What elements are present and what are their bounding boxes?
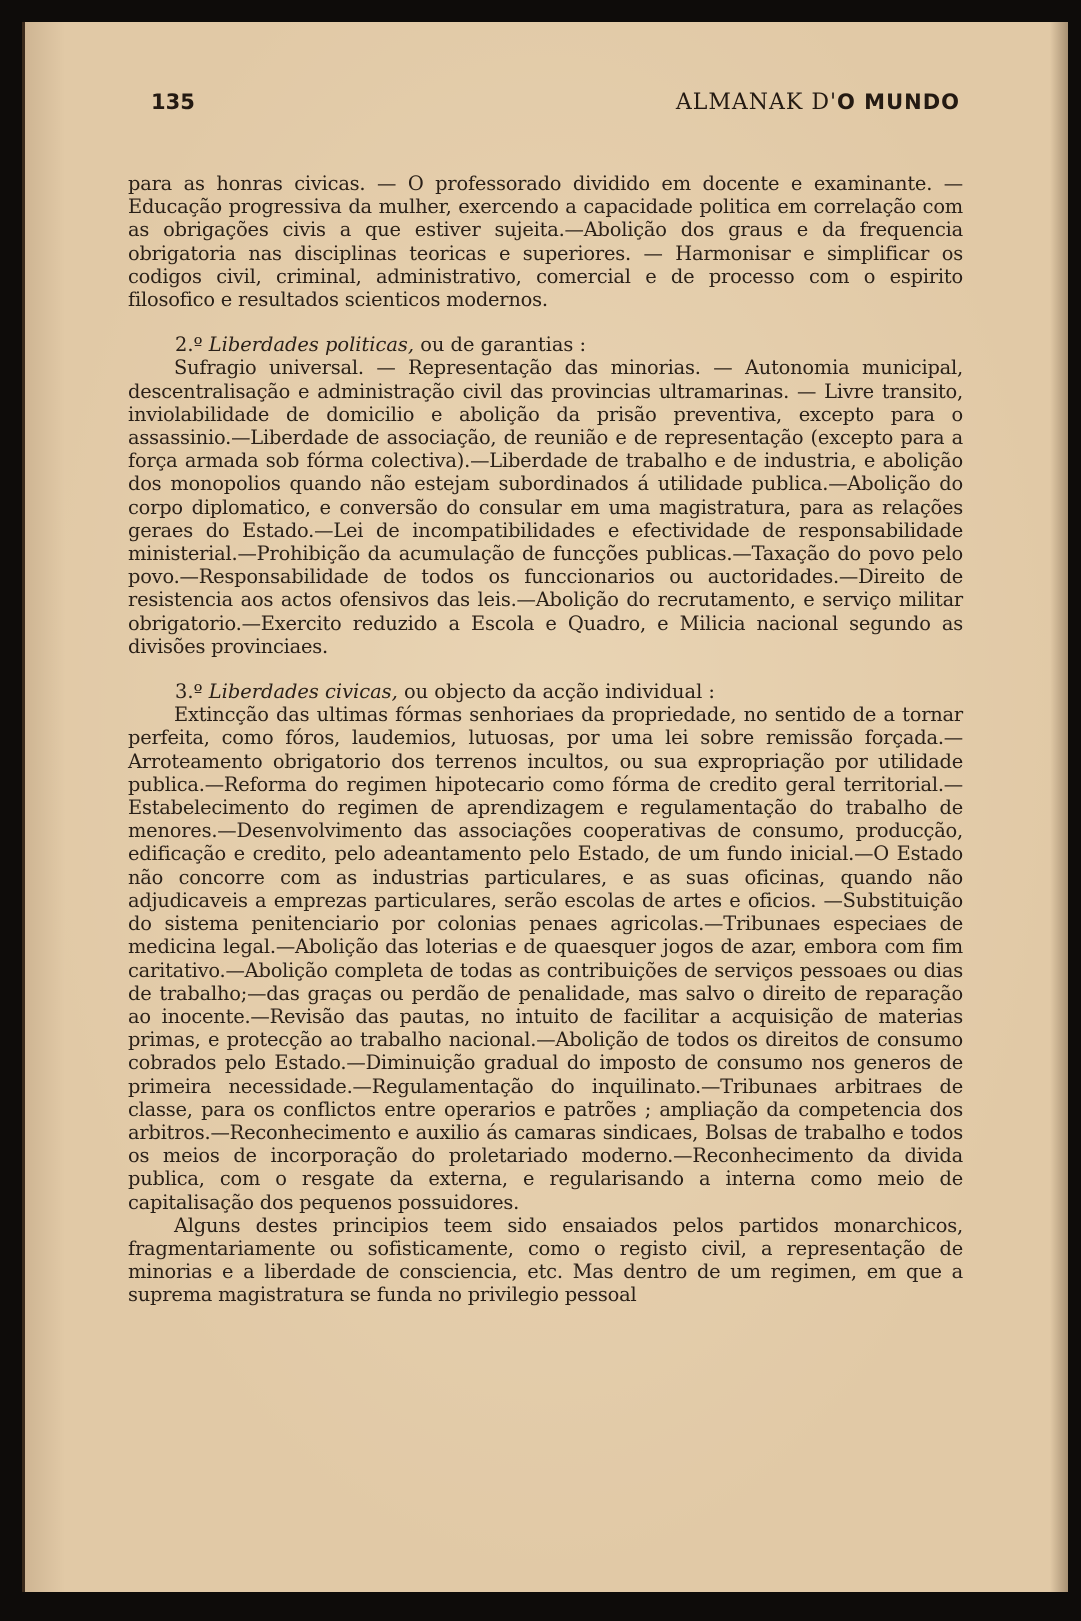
section-text: Extincção das ultimas fórmas senhoriaes da propriedade, no sentido de a tornar perfeita, como fóros, laudemios, lutuosas, por uma lei sobre remissão forçada.—Arroteamento obrigatorio dos terrenos incultos, ou sua expropriação por utilidade publica.—Reforma do regimen hipotecario como fórma de credito geral territorial.—Estabelecimento do regimen de aprendizagem e regulamentação do trabalho de menores.—Desenvolvimento das associações cooperativas de consumo, producção, edificação e credito, pelo adeantamento pelo Estado, de um fundo inicial.—O Estado não concorre com as industrias particulares, e as suas oficinas, quando não adjudicaveis a emprezas particulares, serão escolas de artes e oficios. —Substituição do sistema penitenciario por colonias penaes agricolas.—Tribunaes especiaes de medicina legal.—Abolição das loterias e de quaesquer jogos de azar, embora com fim caritativo.—Abolição completa de todas as contribuições de serviços pessoaes ou dias de trabalho;—das graças ou perdão de penalidade, mas salvo o direito de reparação ao inocente.—Revisão das pautas, no intuito de facilitar a acquisição de materias primas, e protecção ao trabalho nacional.—Abolição de todos os direitos de consumo cobrados pelo Estado.—Diminuição gradual do imposto de consumo nos generos de primeira necessidade.—Regulamentação do inquilinato.—Tribunaes arbitraes de classe, para os conflictos entre operarios e patrões ; ampliação da competencia dos arbitros.—Reconhecimento e auxilio ás camaras sindicaes, Bolsas de trabalho e todos os meios de incorporação do proletariado moderno.—Reconhecimento da divida publica, com o resgate da externa, e regularisando a interna como meio de capitalisação dos pequenos possuidores.	[128, 703, 963, 1214]
section-title: Liberdades politicas,	[208, 333, 415, 357]
body-text	[128, 172, 963, 1307]
section-number: 3.º	[175, 680, 203, 704]
section-heading	[128, 680, 963, 703]
running-title-normal: ALMANAK D'	[675, 90, 838, 115]
section-political-liberties	[128, 333, 963, 658]
book-page	[22, 22, 1068, 1592]
running-title	[676, 90, 960, 115]
section-subtitle: ou objecto da acção individual :	[403, 680, 715, 704]
page-edge-shadow	[1050, 22, 1068, 1592]
closing-paragraph: Alguns destes principios teem sido ensaiados pelos partidos monarchicos, fragmentariamente ou sofisticamente, como o registo civil, a representação de minorias e a liberdade de consciencia, etc. Mas dentro de um regimen, em que a suprema magistratura se funda no privilegio pessoal	[128, 1213, 963, 1307]
section-title: Liberdades civicas,	[208, 680, 398, 704]
section-text: Sufragio universal. — Representação das minorias. — Autonomia municipal, descentralisação e administração civil das provincias ultramarinas. — Livre transito, inviolabilidade de domicilio e abolição da prisão preventiva, excepto para o assassinio.—Liberdade de associação, de reunião e de representação (excepto para a força armada sob fórma colectiva).—Liberdade de trabalho e de industria, e abolição dos monopolios quando não estejam subordinados á utilidade publica.—Abolição do corpo diplomatico, e conversão do consular em uma magistratura, para as relações geraes do Estado.—Lei de incompatibilidades e efectividade de responsabilidade ministerial.—Prohibição da acumulação de funcções publicas.—Taxação do povo pelo povo.—Responsabilidade de todos os funccionarios ou auctoridades.—Direito de resistencia aos actos ofensivos das leis.—Abolição do recrutamento, e serviço militar obrigatorio.—Exercito reduzido a Escola e Quadro, e Milicia nacional segundo as divisões provinciaes.	[128, 356, 963, 658]
section-heading	[128, 333, 963, 356]
section-civic-liberties	[128, 680, 963, 1214]
page-number: 135	[151, 90, 195, 114]
intro-paragraph: para as honras civicas. — O professorado dividido em docente e examinante. — Educação progressiva da mulher, exercendo a capacidade politica em correlação com as obrigações civis a que estiver sujeita.—Abolição dos graus e da frequencia obrigatoria nas disciplinas teoricas e superiores. — Harmonisar e simplificar os codigos civil, criminal, administrativo, comercial e de processo com o espirito filosofico e resultados scienticos modernos.	[128, 172, 963, 312]
running-title-bold: O MUNDO	[837, 90, 960, 114]
page-header	[151, 90, 960, 126]
section-number: 2.º	[175, 333, 203, 357]
section-subtitle: ou de garantias :	[420, 333, 587, 357]
